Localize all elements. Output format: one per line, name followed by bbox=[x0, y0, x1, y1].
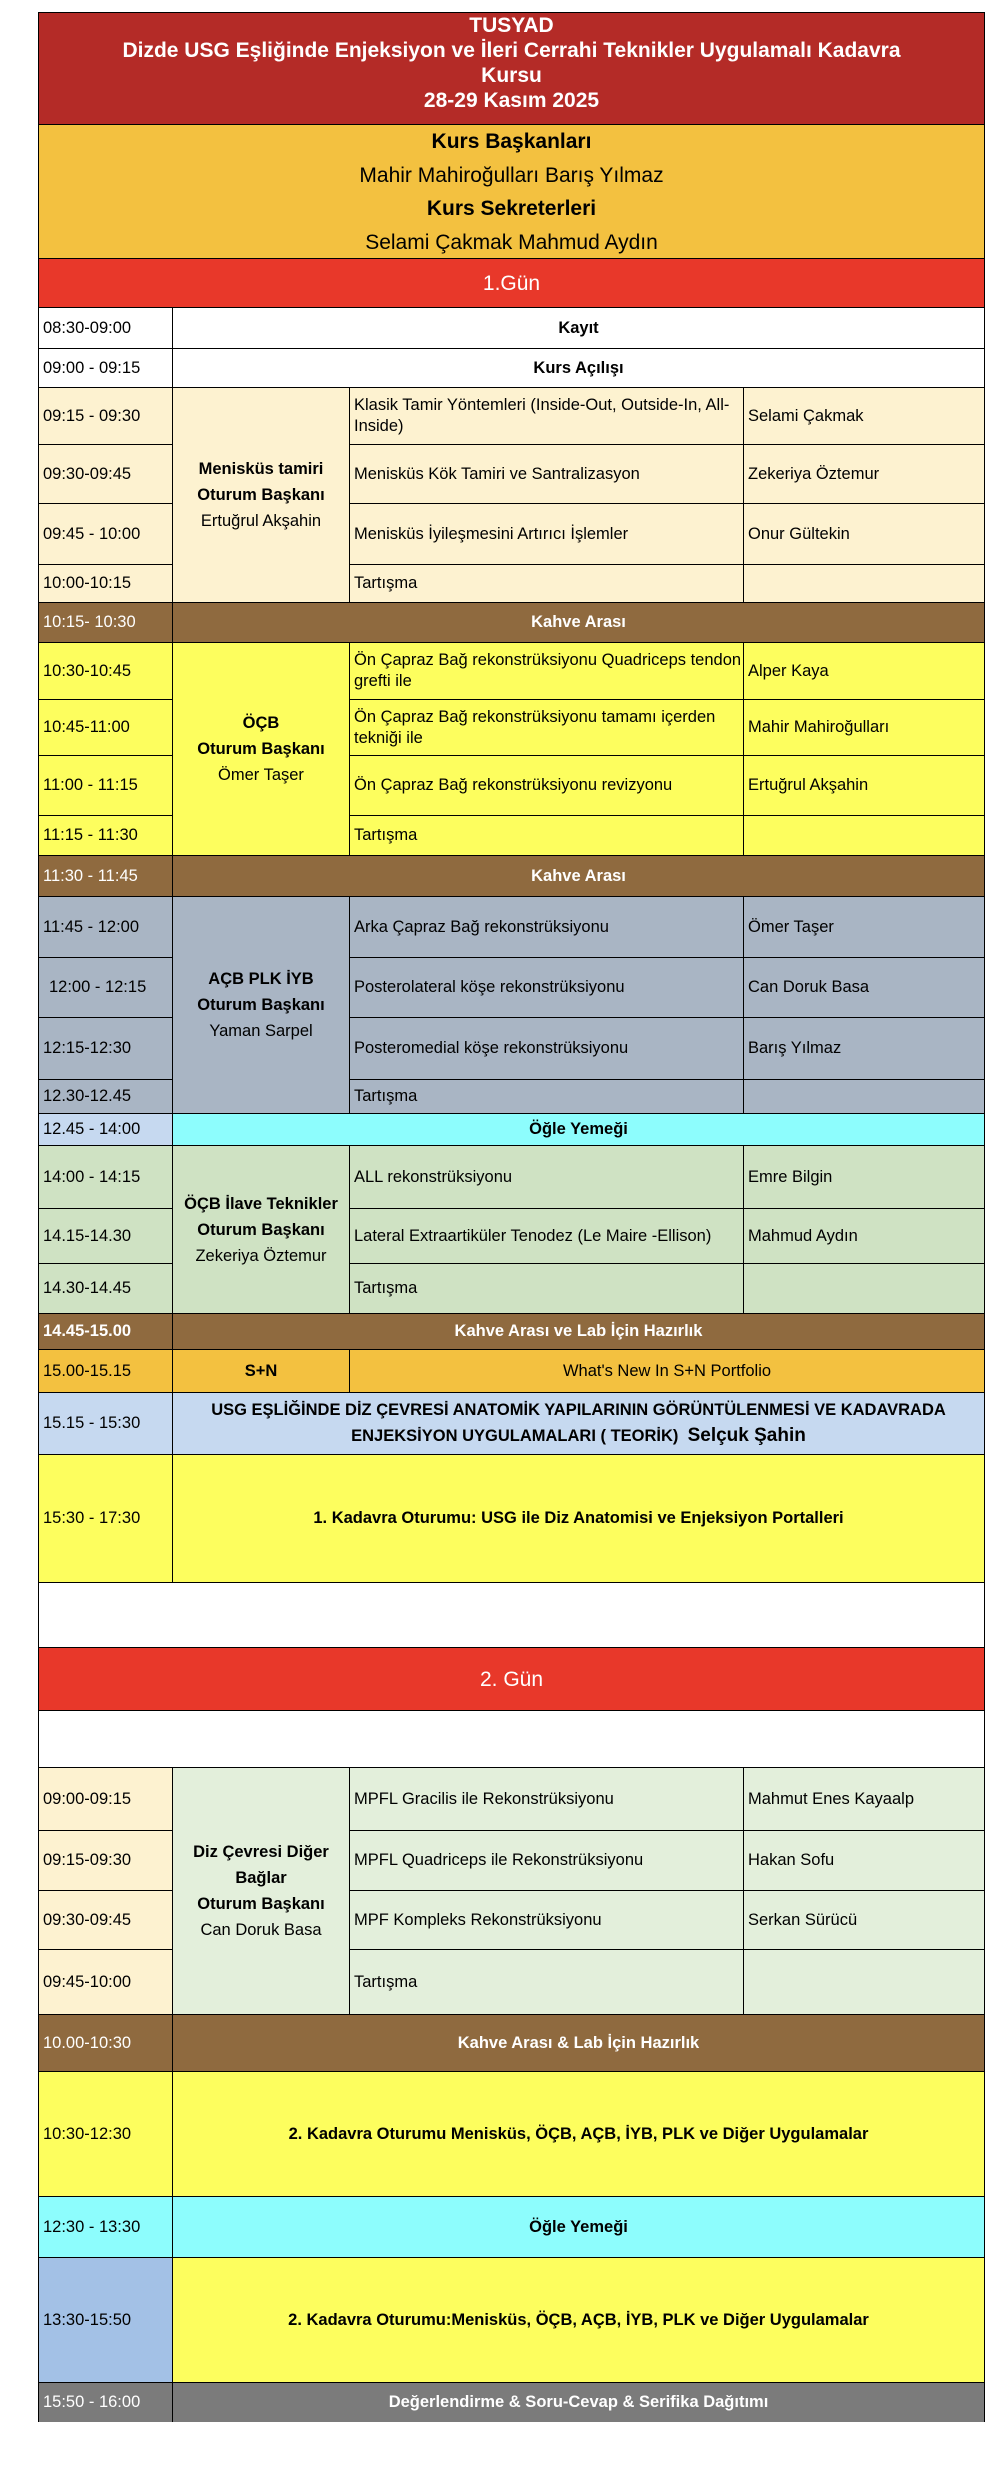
topic-cell: MPFL Quadriceps ile Rekonstrüksiyonu bbox=[350, 1831, 744, 1891]
spacer-row bbox=[38, 1710, 985, 1767]
table-row bbox=[38, 856, 985, 897]
directors-names: Mahir Mahiroğulları Barış Yılmaz bbox=[359, 163, 664, 187]
speaker-cell bbox=[744, 565, 985, 603]
time-cell: 09:45 - 10:00 bbox=[38, 504, 173, 565]
session-title: ÖÇB bbox=[242, 714, 280, 732]
time-cell: 09:30-09:45 bbox=[38, 445, 173, 504]
speaker-cell bbox=[744, 1950, 985, 2015]
course-title-block bbox=[38, 12, 985, 124]
table-row bbox=[38, 349, 985, 388]
topic-cell: ALL rekonstrüksiyonu bbox=[350, 1146, 744, 1209]
coffee-lab-break-cell: Kahve Arası ve Lab İçin Hazırlık bbox=[173, 1314, 985, 1350]
time-cell: 11:45 - 12:00 bbox=[38, 897, 173, 958]
speaker-cell: Serkan Sürücü bbox=[744, 1891, 985, 1950]
topic-cell: Ön Çapraz Bağ rekonstrüksiyonu tamamı içerden tekniği ile bbox=[350, 700, 744, 756]
lunch-cell: Öğle Yemeği bbox=[173, 1114, 985, 1146]
theory-speaker: Selçuk Şahin bbox=[687, 1425, 806, 1446]
sponsor-topic-cell: What's New In S+N Portfolio bbox=[350, 1350, 985, 1393]
coffee-break-cell: Kahve Arası bbox=[173, 603, 985, 643]
time-cell: 11:30 - 11:45 bbox=[38, 856, 173, 897]
speaker-cell: Ömer Taşer bbox=[744, 897, 985, 958]
registration-cell: Kayıt bbox=[173, 308, 985, 349]
closing-cell: Değerlendirme & Soru-Cevap & Serifika Dağıtımı bbox=[173, 2383, 985, 2422]
speaker-cell: Zekeriya Öztemur bbox=[744, 445, 985, 504]
cadaver-session-cell: 2. Kadavra Oturumu:Menisküs, ÖÇB, AÇB, İYB, PLK ve Diğer Uygulamalar bbox=[173, 2258, 985, 2383]
speaker-cell: Mahmud Aydın bbox=[744, 1209, 985, 1264]
topic-cell: Posterolateral köşe rekonstrüksiyonu bbox=[350, 958, 744, 1018]
table-row bbox=[38, 603, 985, 643]
course-title: Dizde USG Eşliğinde Enjeksiyon ve İleri Cerrahi Teknikler Uygulamalı Kadavra Kursu bbox=[122, 39, 901, 87]
table-row bbox=[38, 308, 985, 349]
topic-cell: Menisküs İyileşmesini Artırıcı İşlemler bbox=[350, 504, 744, 565]
speaker-cell: Ertuğrul Akşahin bbox=[744, 756, 985, 816]
time-cell: 09:15 - 09:30 bbox=[38, 388, 173, 445]
speaker-cell: Alper Kaya bbox=[744, 643, 985, 700]
sponsor-label-cell: S+N bbox=[173, 1350, 350, 1393]
speaker-cell: Emre Bilgin bbox=[744, 1146, 985, 1209]
session-chair-ocb-extra bbox=[173, 1146, 350, 1314]
table-row bbox=[38, 1114, 985, 1146]
time-cell: 09:45-10:00 bbox=[38, 1950, 173, 2015]
day2-label: 2. Gün bbox=[479, 1668, 544, 1691]
speaker-cell bbox=[744, 1264, 985, 1314]
time-cell: 14.45-15.00 bbox=[38, 1314, 173, 1350]
day2-table bbox=[38, 1767, 985, 2422]
speaker-cell: Barış Yılmaz bbox=[744, 1018, 985, 1080]
time-cell: 12.45 - 14:00 bbox=[38, 1114, 173, 1146]
topic-cell: Lateral Extraartiküler Tenodez (Le Maire -Ellison) bbox=[350, 1209, 744, 1264]
table-row bbox=[38, 1350, 985, 1393]
table-row bbox=[38, 2197, 985, 2258]
speaker-cell: Hakan Sofu bbox=[744, 1831, 985, 1891]
table-row bbox=[38, 2383, 985, 2422]
speaker-cell: Selami Çakmak bbox=[744, 388, 985, 445]
coffee-break-cell: Kahve Arası bbox=[173, 856, 985, 897]
lunch-cell: Öğle Yemeği bbox=[173, 2197, 985, 2258]
theory-session-cell bbox=[173, 1393, 985, 1455]
chair-name: Ömer Taşer bbox=[218, 766, 304, 784]
spacer-row bbox=[38, 1582, 985, 1647]
speaker-cell: Onur Gültekin bbox=[744, 504, 985, 565]
topic-cell: Arka Çapraz Bağ rekonstrüksiyonu bbox=[350, 897, 744, 958]
time-cell: 14.15-14.30 bbox=[38, 1209, 173, 1264]
session-chair-acb bbox=[173, 897, 350, 1114]
chair-label: Oturum Başkanı bbox=[197, 1895, 325, 1913]
time-cell: 10:30-12:30 bbox=[38, 2072, 173, 2197]
theory-line2-wrap bbox=[351, 1423, 806, 1449]
time-cell: 09:00 - 09:15 bbox=[38, 349, 173, 388]
table-row bbox=[38, 2015, 985, 2072]
speaker-cell: Mahir Mahiroğulları bbox=[744, 700, 985, 756]
time-cell: 15.15 - 15:30 bbox=[38, 1393, 173, 1455]
day1-header bbox=[38, 258, 985, 307]
table-row bbox=[38, 1455, 985, 1582]
topic-cell: Menisküs Kök Tamiri ve Santralizasyon bbox=[350, 445, 744, 504]
time-cell: 11:15 - 11:30 bbox=[38, 816, 173, 856]
theory-line2: ENJEKSİYON UYGULAMALARI ( TEORİK) bbox=[351, 1427, 679, 1445]
chair-label: Oturum Başkanı bbox=[197, 1220, 325, 1239]
chair-label: Oturum Başkanı bbox=[197, 486, 325, 504]
time-cell: 09:30-09:45 bbox=[38, 1891, 173, 1950]
time-cell: 13:30-15:50 bbox=[38, 2258, 173, 2383]
day1-table bbox=[38, 307, 985, 1582]
course-date: 28-29 Kasım 2025 bbox=[423, 89, 600, 112]
topic-cell: Klasik Tamir Yöntemleri (Inside-Out, Outside-In, All-Inside) bbox=[350, 388, 744, 445]
topic-cell: Tartışma bbox=[350, 1080, 744, 1114]
session-title: Menisküs tamiri bbox=[198, 460, 324, 478]
secretaries-names: Selami Çakmak Mahmud Aydın bbox=[365, 230, 658, 254]
time-cell: 12:00 - 12:15 bbox=[38, 958, 173, 1018]
speaker-cell bbox=[744, 1080, 985, 1114]
time-cell: 10:00-10:15 bbox=[38, 565, 173, 603]
time-cell: 09:15-09:30 bbox=[38, 1831, 173, 1891]
chair-label: Oturum Başkanı bbox=[197, 740, 325, 758]
course-directors-block bbox=[38, 124, 985, 258]
time-cell: 14.30-14.45 bbox=[38, 1264, 173, 1314]
theory-line1: USG EŞLİĞİNDE DİZ ÇEVRESİ ANATOMİK YAPILARININ GÖRÜNTÜLENMESİ VE KADAVRADA bbox=[211, 1401, 946, 1419]
table-row bbox=[38, 2258, 985, 2383]
secretaries-label: Kurs Sekreterleri bbox=[426, 197, 597, 220]
coffee-lab-break-cell: Kahve Arası & Lab İçin Hazırlık bbox=[173, 2015, 985, 2072]
session-title: ÖÇB İlave Teknikler bbox=[184, 1194, 338, 1213]
day2-header bbox=[38, 1647, 985, 1710]
time-cell: 11:00 - 11:15 bbox=[38, 756, 173, 816]
table-row bbox=[38, 1314, 985, 1350]
chair-name: Yaman Sarpel bbox=[209, 1022, 313, 1040]
topic-cell: MPF Kompleks Rekonstrüksiyonu bbox=[350, 1891, 744, 1950]
time-cell: 12.30-12.45 bbox=[38, 1080, 173, 1114]
program-sheet bbox=[38, 12, 985, 2422]
time-cell: 14:00 - 14:15 bbox=[38, 1146, 173, 1209]
chair-name: Zekeriya Öztemur bbox=[195, 1246, 327, 1265]
session-chair-meniscus bbox=[173, 388, 350, 603]
cadaver-session-cell: 2. Kadavra Oturumu Menisküs, ÖÇB, AÇB, İYB, PLK ve Diğer Uygulamalar bbox=[173, 2072, 985, 2197]
time-cell: 12:30 - 13:30 bbox=[38, 2197, 173, 2258]
session-chair-ocb bbox=[173, 643, 350, 856]
time-cell: 15:50 - 16:00 bbox=[38, 2383, 173, 2422]
topic-cell: Tartışma bbox=[350, 1950, 744, 2015]
topic-cell: Tartışma bbox=[350, 565, 744, 603]
org-name: TUSYAD bbox=[469, 14, 554, 37]
time-cell: 15:30 - 17:30 bbox=[38, 1455, 173, 1582]
chair-label: Oturum Başkanı bbox=[197, 996, 325, 1014]
time-cell: 10:15- 10:30 bbox=[38, 603, 173, 643]
time-cell: 12:15-12:30 bbox=[38, 1018, 173, 1080]
topic-cell: Posteromedial köşe rekonstrüksiyonu bbox=[350, 1018, 744, 1080]
time-cell: 10:30-10:45 bbox=[38, 643, 173, 700]
topic-cell: Ön Çapraz Bağ rekonstrüksiyonu Quadriceps tendon grefti ile bbox=[350, 643, 744, 700]
topic-cell: MPFL Gracilis ile Rekonstrüksiyonu bbox=[350, 1768, 744, 1831]
directors-label: Kurs Başkanları bbox=[431, 130, 592, 153]
time-cell: 08:30-09:00 bbox=[38, 308, 173, 349]
session-title: Diz Çevresi Diğer Bağlar bbox=[193, 1843, 329, 1887]
time-cell: 10:45-11:00 bbox=[38, 700, 173, 756]
chair-name: Can Doruk Basa bbox=[200, 1921, 322, 1939]
opening-cell: Kurs Açılışı bbox=[173, 349, 985, 388]
table-row bbox=[38, 2072, 985, 2197]
session-title: AÇB PLK İYB bbox=[208, 970, 314, 988]
day1-label: 1.Gün bbox=[482, 272, 541, 295]
speaker-cell bbox=[744, 816, 985, 856]
topic-cell: Tartışma bbox=[350, 1264, 744, 1314]
session-chair-other-ligaments bbox=[173, 1768, 350, 2015]
speaker-cell: Can Doruk Basa bbox=[744, 958, 985, 1018]
table-row bbox=[38, 1393, 985, 1455]
topic-cell: Ön Çapraz Bağ rekonstrüksiyonu revizyonu bbox=[350, 756, 744, 816]
time-cell: 15.00-15.15 bbox=[38, 1350, 173, 1393]
speaker-cell: Mahmut Enes Kayaalp bbox=[744, 1768, 985, 1831]
chair-name: Ertuğrul Akşahin bbox=[200, 512, 322, 530]
time-cell: 09:00-09:15 bbox=[38, 1768, 173, 1831]
cadaver-session-cell: 1. Kadavra Oturumu: USG ile Diz Anatomisi ve Enjeksiyon Portalleri bbox=[173, 1455, 985, 1582]
topic-cell: Tartışma bbox=[350, 816, 744, 856]
time-cell: 10.00-10:30 bbox=[38, 2015, 173, 2072]
